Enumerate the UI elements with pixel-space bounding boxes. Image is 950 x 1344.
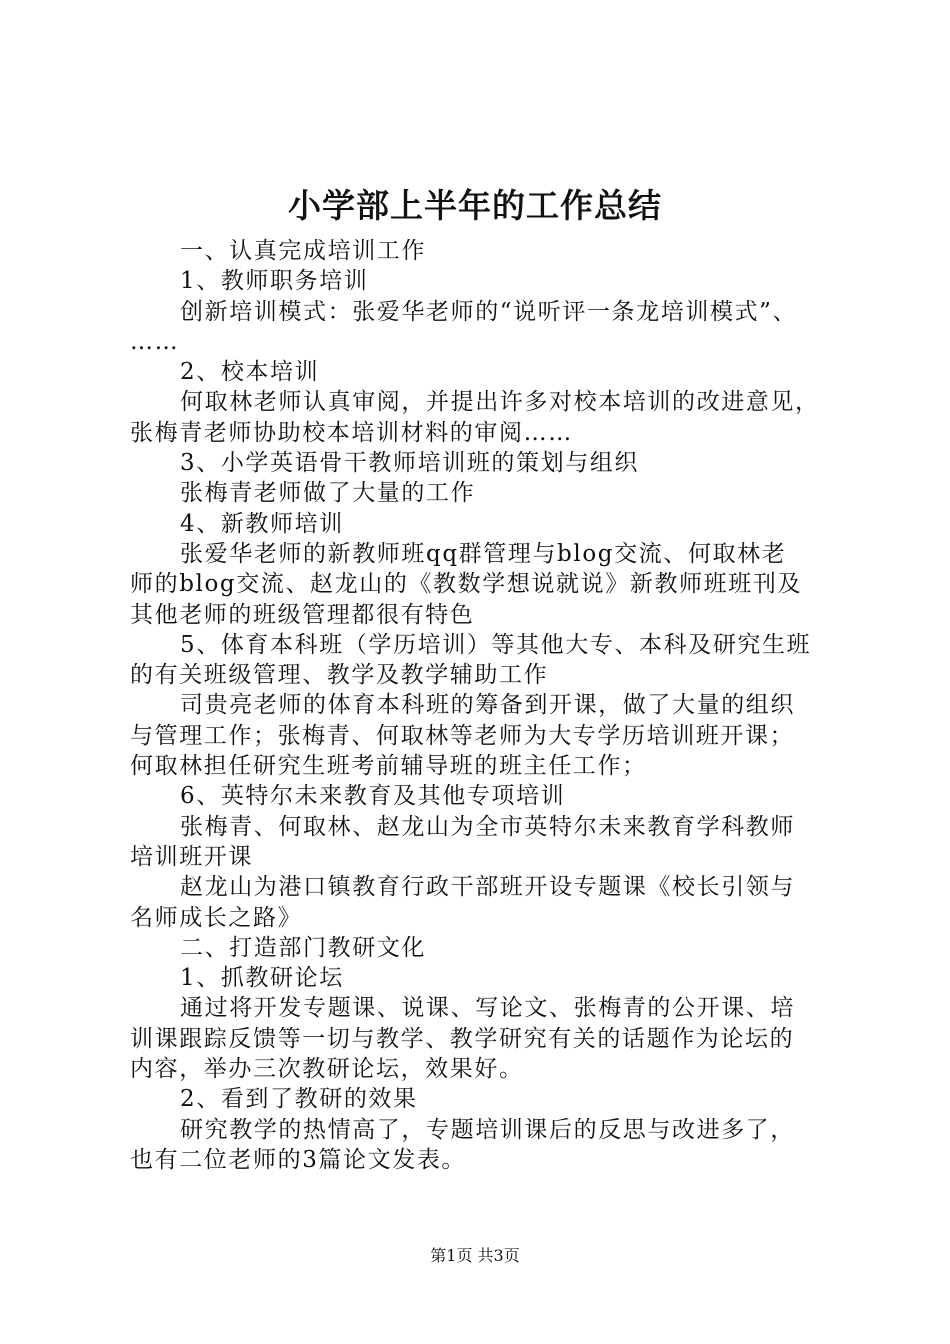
subsection-heading: 1、抓教研论坛 xyxy=(180,965,344,992)
subsection-heading: 2、校本培训 xyxy=(180,359,320,386)
paragraph-line: 训课跟踪反馈等一切与教学、教学研究有关的话题作为论坛的 xyxy=(130,1025,795,1052)
subsection-heading-continued: 的有关班级管理、教学及教学辅助工作 xyxy=(130,662,549,689)
paragraph-line: 司贵亮老师的体育本科班的筹备到开课，做了大量的组织 xyxy=(180,692,795,719)
subsection-heading: 4、新教师培训 xyxy=(180,510,344,537)
paragraph-line: 师的blog交流、赵龙山的《教数学想说就说》新教师班班刊及 xyxy=(130,571,803,598)
paragraph-line: 张梅青、何取林、赵龙山为全市英特尔未来教育学科教师 xyxy=(180,813,795,840)
paragraph-line: 通过将开发专题课、说课、写论文、张梅青的公开课、培 xyxy=(180,995,795,1022)
document-title: 小学部上半年的工作总结 xyxy=(288,186,662,225)
paragraph-line: 培训班开课 xyxy=(130,843,253,870)
paragraph-line: 也有二位老师的3篇论文发表。 xyxy=(130,1146,467,1173)
paragraph-line: 名师成长之路》 xyxy=(130,904,303,931)
paragraph-line: 张梅青老师协助校本培训材料的审阅…… xyxy=(130,419,573,446)
paragraph-line: 赵龙山为港口镇教育行政干部班开设专题课《校长引领与 xyxy=(180,874,795,901)
subsection-heading: 5、体育本科班（学历培训）等其他大专、本科及研究生班 xyxy=(180,631,812,658)
paragraph-line: 与管理工作；张梅青、何取林等老师为大专学历培训班开课； xyxy=(130,722,795,749)
section-heading: 一、认真完成培训工作 xyxy=(180,238,426,264)
paragraph-line: 张爱华老师的新教师班qq群管理与blog交流、何取林老 xyxy=(180,540,787,567)
paragraph-line: 其他老师的班级管理都很有特色 xyxy=(130,601,475,628)
paragraph-line: 何取林老师认真审阅，并提出许多对校本培训的改进意见， xyxy=(180,389,820,416)
subsection-heading: 2、看到了教研的效果 xyxy=(180,1086,418,1113)
document-body xyxy=(130,236,830,1175)
paragraph-line: …… xyxy=(130,328,180,355)
paragraph-line: 内容，举办三次教研论坛，效果好。 xyxy=(130,1056,524,1083)
paragraph-line: 张梅青老师做了大量的工作 xyxy=(180,480,476,507)
subsection-heading: 1、教师职务培训 xyxy=(180,268,369,295)
section-heading: 二、打造部门教研文化 xyxy=(180,934,426,961)
subsection-heading: 3、小学英语骨干教师培训班的策划与组织 xyxy=(180,450,640,477)
page-number-footer: 第1页 共3页 xyxy=(430,1246,520,1265)
paragraph-line: 研究教学的热情高了，专题培训课后的反思与改进多了， xyxy=(180,1116,795,1143)
paragraph-line: 何取林担任研究生班考前辅导班的班主任工作； xyxy=(130,753,647,780)
paragraph-line: 创新培训模式：张爱华老师的“说听评一条龙培训模式”、 xyxy=(180,298,798,325)
subsection-heading: 6、英特尔未来教育及其他专项培训 xyxy=(180,783,566,810)
